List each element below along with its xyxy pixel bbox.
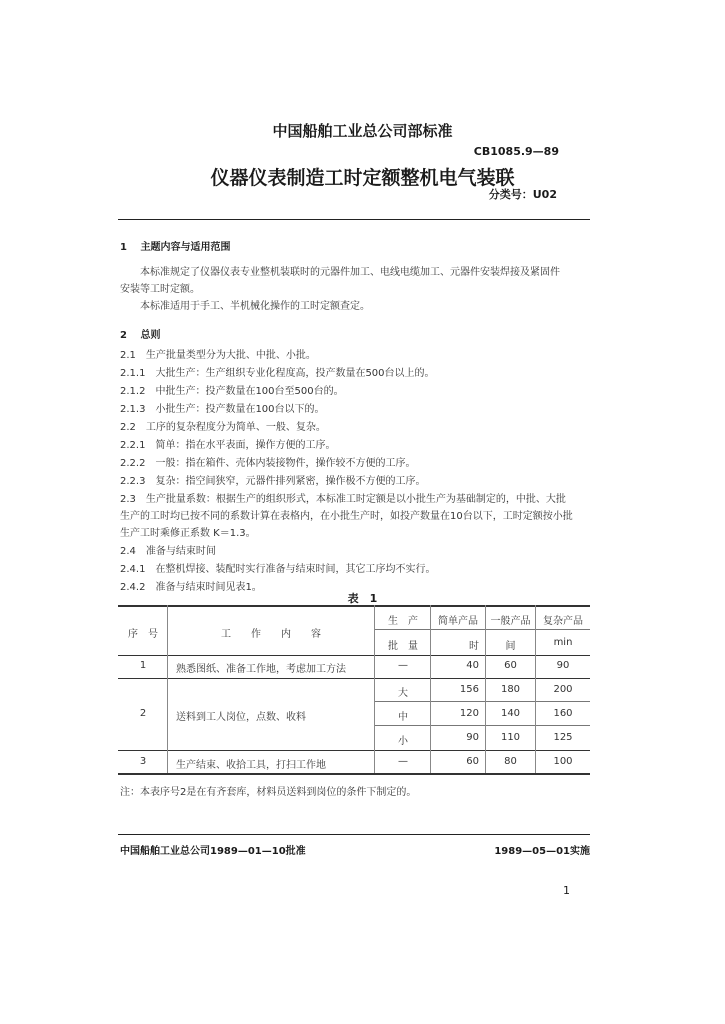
document-title: 仪器仪表制造工时定额整机电气装联 <box>210 167 515 189</box>
table-cell-content: 生产结束、收拾工具，打扫工作地 <box>176 760 326 771</box>
table-cell-batch: — <box>398 756 408 767</box>
table-caption: 表 1 <box>347 592 378 605</box>
table-cell-simple: 120 <box>459 708 479 719</box>
clause-2-4-2: 2.4.2 准备与结束时间见表1。 <box>120 582 262 593</box>
clause-2-4-1: 2.4.1 在整机焊接、装配时实行准备与结束时间，其它工序均不实行。 <box>120 564 436 575</box>
table-note: 注：本表序号2是在有齐套库，材料员送料到岗位的条件下制定的。 <box>120 787 417 798</box>
work-time-table <box>118 605 590 775</box>
section-number: 2 <box>120 330 127 341</box>
organization-title: 中国船舶工业总公司部标准 <box>272 122 453 140</box>
table-cell-seq: 1 <box>139 660 147 671</box>
header-unit: 时 <box>469 641 479 652</box>
header-content: 工 作 内 容 <box>221 629 321 640</box>
table-cell-complex: 90 <box>556 660 570 671</box>
table-cell-batch: 中 <box>398 712 408 723</box>
clause-2-4: 2.4 准备与结束时间 <box>120 546 216 557</box>
section-heading-1 <box>120 238 230 253</box>
table-cell-seq: 2 <box>139 708 147 719</box>
header-simple: 简单产品 <box>438 616 478 627</box>
standard-number: CB1085.9—89 <box>473 145 559 158</box>
clause-2-1-3: 2.1.3 小批生产：投产数量在100台以下的。 <box>120 404 325 415</box>
table-cell-complex: 125 <box>553 732 573 743</box>
table-cell-content: 送料到工人岗位，点数、收料 <box>176 712 306 723</box>
clause-2-2-3: 2.2.3 复杂：指空间狭窄，元器件排列紧密，操作极不方便的工序。 <box>120 476 426 487</box>
clause-2-1-1: 2.1.1 大批生产：生产组织专业化程度高，投产数量在500台以上的。 <box>120 368 435 379</box>
header-unit: 间 <box>505 641 516 652</box>
classification-number: 分类号：U02 <box>488 188 557 201</box>
table-cell-seq: 3 <box>139 756 147 767</box>
header-unit: min <box>553 637 573 648</box>
header-general: 一般产品 <box>490 616 531 627</box>
table-row-rule <box>374 725 590 726</box>
table-cell-general: 110 <box>500 732 521 743</box>
header-batch: 批 量 <box>388 641 418 652</box>
effective-date: 1989—05—01实施 <box>494 846 590 857</box>
clause-2-2: 2.2 工序的复杂程度分为简单、一般、复杂。 <box>120 422 326 433</box>
table-header-subrule <box>374 629 590 630</box>
table-cell-batch: 大 <box>398 688 408 699</box>
header-seq: 序 号 <box>128 629 158 640</box>
header-divider <box>118 219 590 220</box>
table-row-rule <box>118 678 590 679</box>
table-cell-content: 熟悉图纸、准备工作地，考虑加工方法 <box>176 664 346 675</box>
section-title: 主题内容与适用范围 <box>140 242 231 253</box>
table-cell-general: 180 <box>500 684 521 695</box>
table-col-rule <box>374 605 375 773</box>
clause-2-2-1: 2.2.1 简单：指在水平表面，操作方便的工序。 <box>120 440 336 451</box>
table-cell-simple: 60 <box>466 756 479 767</box>
table-cell-general: 60 <box>504 660 517 671</box>
table-cell-general: 140 <box>500 708 521 719</box>
section-heading-2 <box>120 326 160 341</box>
clause-2-2-2: 2.2.2 一般：指在箱件、壳体内装接物件，操作较不方便的工序。 <box>120 458 416 469</box>
table-header-rule <box>118 655 590 656</box>
page-number: 1 <box>563 884 570 897</box>
table-border-top <box>118 605 590 607</box>
section-number: 1 <box>120 242 127 253</box>
table-row-rule <box>118 750 590 751</box>
clause-2-3: 生产的工时均已按不同的系数计算在表格内，在小批生产时，如投产数量在10台以下，工时定额按小批 <box>120 511 573 522</box>
header-complex: 复杂产品 <box>543 616 583 627</box>
table-cell-simple: 156 <box>459 684 479 695</box>
table-cell-complex: 160 <box>553 708 573 719</box>
table-cell-batch: 小 <box>398 736 408 747</box>
clause-2-3: 生产工时乘修正系数 K＝1.3。 <box>120 528 256 539</box>
clause-2-1-2: 2.1.2 中批生产：投产数量在100台至500台的。 <box>120 386 344 397</box>
paragraph: 本标准适用于手工、半机械化操作的工时定额查定。 <box>140 301 370 312</box>
table-cell-general: 80 <box>504 756 517 767</box>
table-border-bottom <box>118 773 590 775</box>
table-cell-complex: 100 <box>553 756 573 767</box>
paragraph: 安装等工时定额。 <box>120 284 200 295</box>
clause-2-1: 2.1 生产批量类型分为大批、中批、小批。 <box>120 350 316 361</box>
footer-divider <box>118 834 590 835</box>
header-production: 生 产 <box>388 616 418 627</box>
paragraph: 本标准规定了仪器仪表专业整机装联时的元器件加工、电线电缆加工、元器件安装焊接及紧固件 <box>140 267 560 278</box>
table-cell-simple: 40 <box>466 660 479 671</box>
section-title: 总则 <box>140 330 161 341</box>
approval-date: 中国船舶工业总公司1989—01—10批准 <box>120 846 306 857</box>
clause-2-3: 2.3 生产批量系数：根据生产的组织形式，本标准工时定额是以小批生产为基础制定的，中批、大批 <box>120 494 566 505</box>
table-row-rule <box>374 701 590 702</box>
table-cell-batch: — <box>398 660 408 671</box>
table-cell-simple: 90 <box>466 732 479 743</box>
table-cell-complex: 200 <box>553 684 573 695</box>
